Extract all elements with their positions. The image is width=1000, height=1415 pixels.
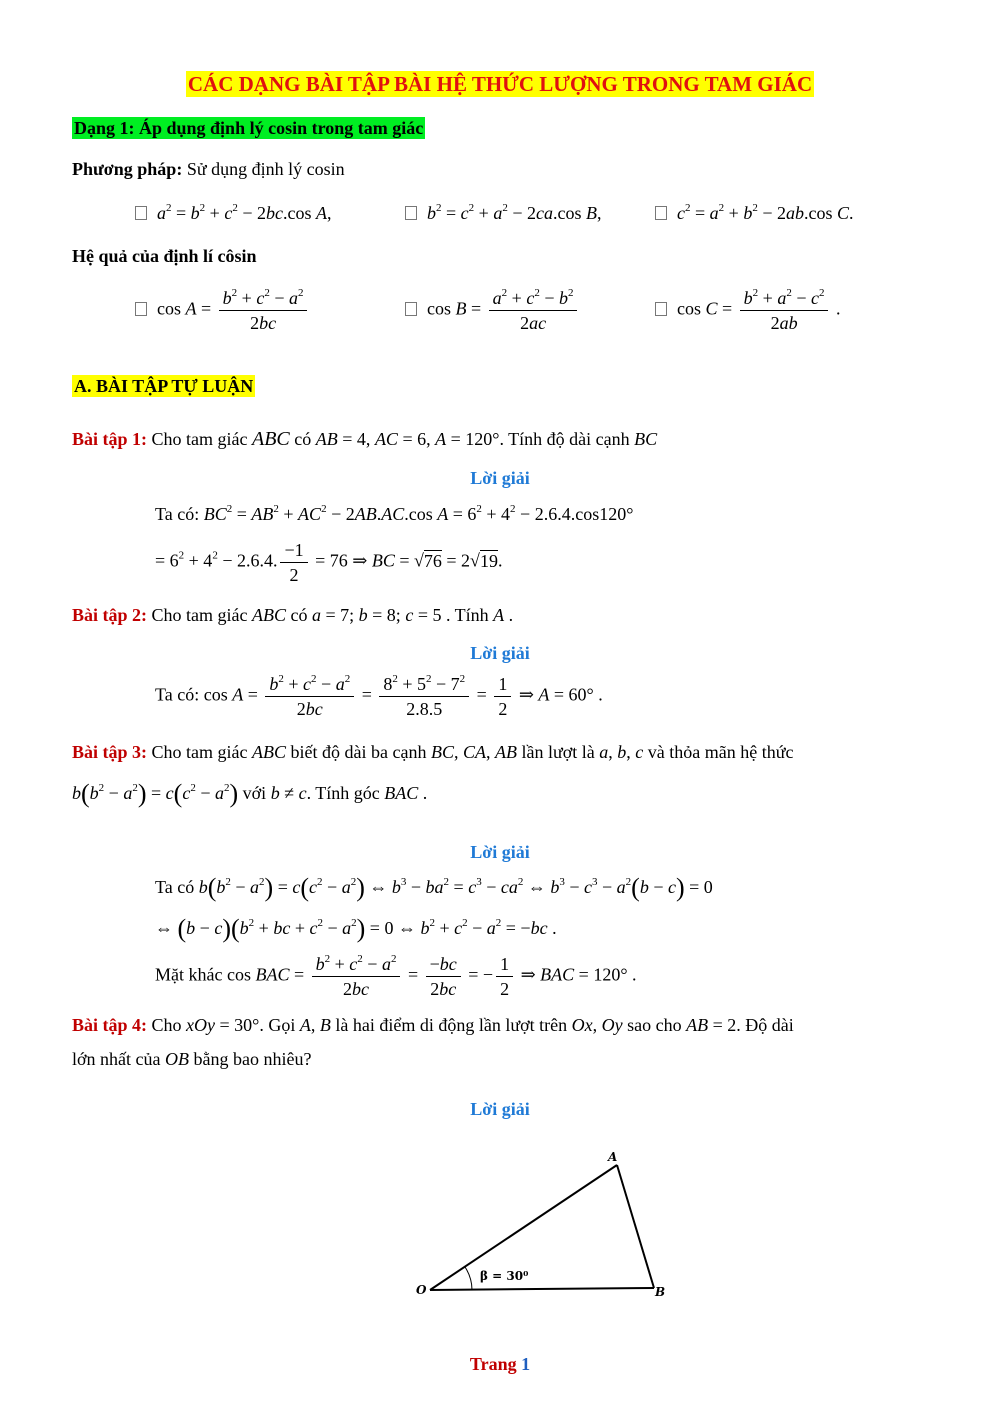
exercise-4-line-2: lớn nhất của OB bằng bao nhiêu?	[72, 1049, 312, 1069]
ex1-step-1: Ta có: $BC^2 = AB^2 + AC^2 - 2AB.AC.\cos$ $A = 6^2 + 4^2 - 2.6.4.\cos 120^\circ$	[155, 503, 634, 524]
ex2-step-1: Ta có: cos A = $\frac{b^2 + c^2 - a^2}{2bc}$ = $\frac{8^2 + 5^2 - 7^2}{2.8.5}$ = $\frac{1}{2}$ ⇒ A = 60° .	[155, 673, 603, 719]
ex3-step-2: ⇔ $(b - c)(b^2$ + bc + $c^2 - a^2) = 0$ ⇔ $b^2 + c^2 - a^2 = -bc$ .	[155, 914, 557, 943]
method-label: Phương pháp:	[72, 159, 183, 179]
checkbox-bullet-icon	[655, 302, 667, 316]
angle-label: β = 30⁰	[480, 1269, 529, 1283]
method-text: Sử dụng định lý cosin	[186, 159, 345, 179]
checkbox-bullet-icon	[135, 206, 147, 220]
corollary-cos-b: cos B = $\frac{a^2 + c^2 - b^2}{2ac}$	[405, 286, 580, 335]
label-A: A	[608, 1150, 618, 1164]
cosine-law-b: $b^2 = c^2 + a^2 - 2ca.\cos$ B,	[405, 203, 601, 224]
checkbox-bullet-icon	[655, 206, 667, 220]
exercise-1: Bài tập 1: Cho tam giác ABC có AB = 4, AC = 6, A = 120°. Tính độ dài cạnh BC	[72, 428, 658, 450]
angle-arc	[465, 1267, 472, 1290]
exercise-3-line-1: Bài tập 3: Cho tam giác ABC biết độ dài ba cạnh BC, CA, AB lần lượt là a, b, c và thỏa mãn hệ thức	[72, 742, 794, 762]
triangle-figure	[400, 1140, 700, 1310]
solution-label: Lời giải	[470, 1099, 530, 1119]
corollary-heading: Hệ quả của định lí côsin	[72, 246, 257, 266]
solution-label: Lời giải	[470, 643, 530, 663]
cosine-law-a: $a^2 = b^2 + c^2 - 2bc.\cos$ A,	[135, 203, 331, 224]
cosine-law-c: $c^2 = a^2 + b^2 - 2ab.\cos$ C.	[655, 203, 853, 224]
section-heading: Dạng 1: Áp dụng định lý cosin trong tam giác	[74, 118, 424, 138]
checkbox-bullet-icon	[135, 302, 147, 316]
side-OB	[430, 1288, 654, 1290]
checkbox-bullet-icon	[405, 302, 417, 316]
ex3-step-1: Ta có $b(b^2 - a^2) = c(c^2 - a^2)$ ⇔ $b^3 - ba^2 = c^3 - ca^2$ ⇔ $b^3 - c^3 - a^2(b - c) = 0$	[155, 873, 713, 902]
page-footer: Trang 1	[469, 1354, 531, 1374]
method-line	[72, 159, 345, 180]
checkbox-bullet-icon	[405, 206, 417, 220]
ex3-step-3: Mặt khác cos BAC = $\frac{b^2 + c^2 - a^2}{2bc}$ = $\frac{-bc}{2bc}$ = − $\frac{1}{2}$ ⇒ BAC = 120° .	[155, 953, 637, 999]
side-AB	[617, 1165, 654, 1288]
exercise-3-line-2: $b(b^2 - a^2) = c(c^2 - a^2)$ với b ≠ c. Tính góc BAC .	[72, 779, 428, 808]
solution-label: Lời giải	[470, 842, 530, 862]
ex1-step-2: = $6^2 + 4^2 - 2.6.4$. $\frac{-1}{2}$ = 76 ⇒ BC = √76 = 2√19.	[155, 540, 503, 585]
corollary-cos-c: cos C = $\frac{b^2 + a^2 - c^2}{2ab}$ .	[655, 286, 840, 335]
part-heading: A. BÀI TẬP TỰ LUẬN	[74, 376, 254, 396]
label-B: B	[655, 1285, 666, 1299]
exercise-4-line-1: Bài tập 4: Cho xOy = 30°. Gọi A, B là hai điểm di động lần lượt trên Ox, Oy sao cho AB = 2. Độ dài	[72, 1015, 794, 1035]
corollary-cos-a: cos A = $\frac{b^2 + c^2 - a^2}{2bc}$	[135, 286, 310, 335]
page-title: CÁC DẠNG BÀI TẬP BÀI HỆ THỨC LƯỢNG TRONG TAM GIÁC	[187, 72, 813, 96]
exercise-2: Bài tập 2: Cho tam giác ABC có a = 7; b = 8; c = 5 . Tính A .	[72, 605, 514, 625]
solution-label: Lời giải	[470, 468, 530, 488]
label-O: O	[416, 1283, 427, 1297]
